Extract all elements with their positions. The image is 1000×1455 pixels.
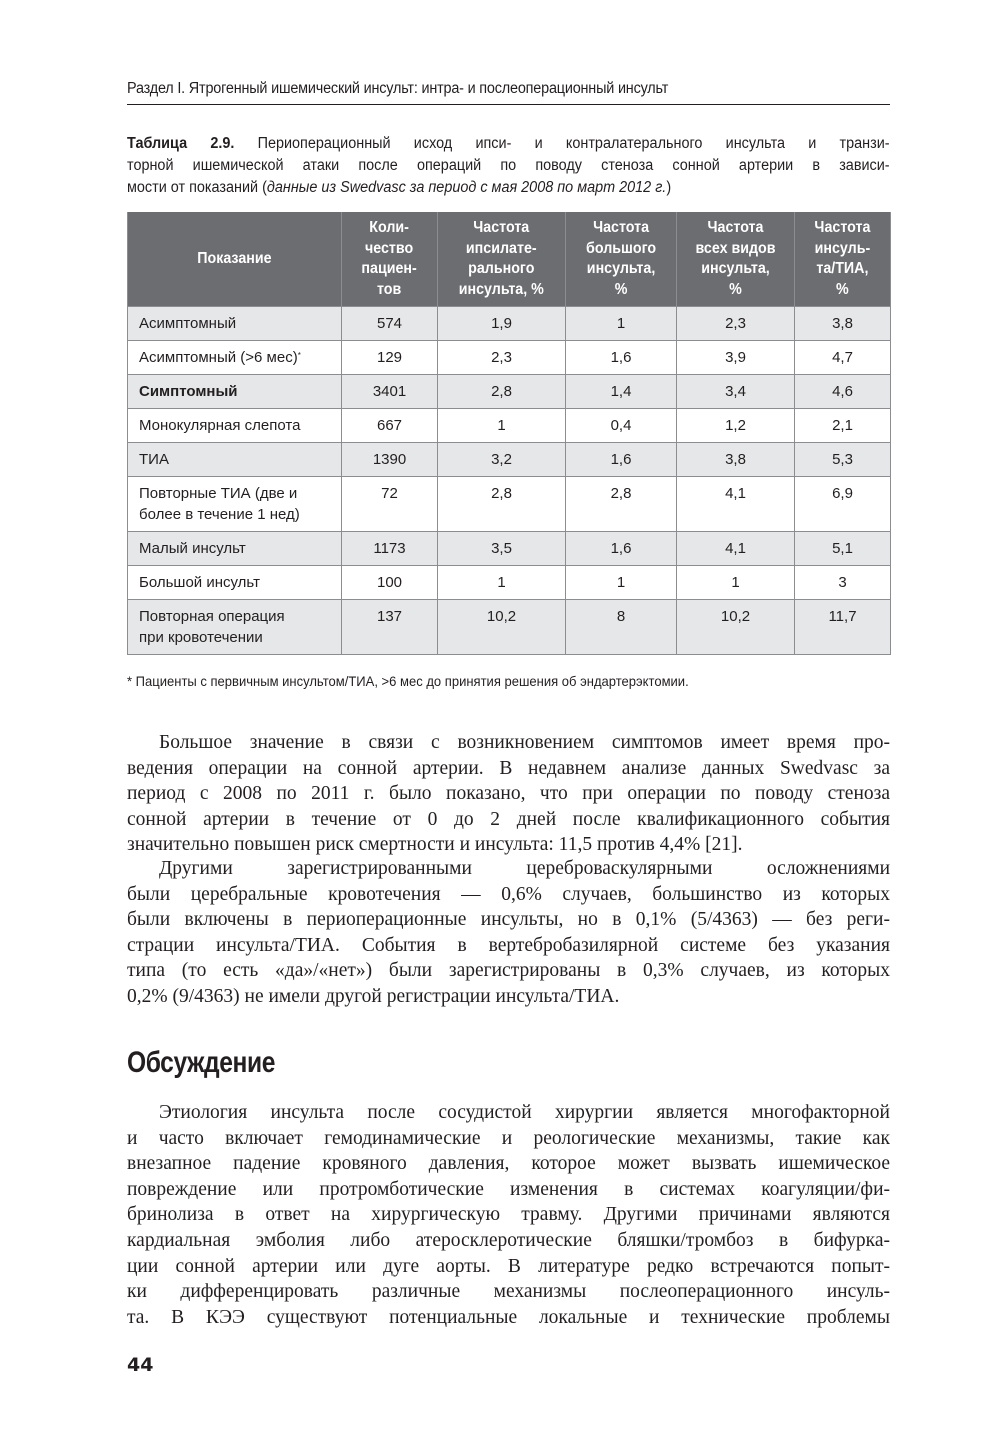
row-label-text: Повторные ТИА (две и <box>139 485 298 502</box>
column-header <box>795 212 891 307</box>
paragraph-line: и часто включает гемодинамические и реологические механизмы, такие как <box>127 1127 890 1149</box>
table-body <box>128 307 891 655</box>
table-cell: 6,9 <box>795 477 891 532</box>
footnote-marker: * <box>297 351 301 360</box>
caption-line: Таблица 2.9. Периоперационный исход ипси- и контралатерального инсульта и транзи- <box>127 135 890 152</box>
column-header-text: инсульта, <box>701 260 770 277</box>
section-title: Обсуждение <box>127 1046 275 1079</box>
table-cell: 1,9 <box>438 307 566 341</box>
column-header-text: Показание <box>197 249 272 267</box>
table-cell: 3 <box>795 566 891 600</box>
table-cell: 5,1 <box>795 532 891 566</box>
table-cell: 11,7 <box>795 600 891 655</box>
row-label <box>128 409 342 443</box>
paragraph-line: Этиология инсульта после сосудистой хирургии является многофакторной <box>159 1102 890 1123</box>
table-cell: 72 <box>342 477 438 532</box>
column-header-text: инсульта, <box>586 260 656 277</box>
table-cell: 129 <box>342 341 438 375</box>
row-label <box>128 307 342 341</box>
column-header-text: Частота <box>593 219 649 236</box>
column-header <box>128 212 342 307</box>
table-cell: 1 <box>438 566 566 600</box>
column-header-text: рального <box>468 260 535 277</box>
row-label <box>128 375 342 409</box>
table-cell: 1 <box>677 566 795 600</box>
table-row <box>128 341 891 375</box>
table-footnote: * Пациенты с первичным инсультом/ТИА, >6 мес до принятия решения об эндартерэктомии. <box>127 673 689 689</box>
table-cell: 2,8 <box>438 375 566 409</box>
column-header <box>438 212 566 307</box>
paragraph-line: Другими зарегистрированными цереброваскулярными осложнениями <box>159 858 890 879</box>
table-cell: 1 <box>566 307 677 341</box>
table-row <box>128 409 891 443</box>
table-cell: 1,6 <box>566 443 677 477</box>
table-cell: 3,8 <box>677 443 795 477</box>
table-cell: 3,5 <box>438 532 566 566</box>
paragraph-line: повреждение или протромботические изменения в системах коагуляции/фи- <box>127 1178 890 1200</box>
table-cell: 100 <box>342 566 438 600</box>
table-cell: 1,6 <box>566 532 677 566</box>
row-label <box>128 341 342 375</box>
column-header-text: % <box>614 280 628 298</box>
paragraph-line: были церебральные кровотечения — 0,6% случаев, большинство из которых <box>127 883 890 905</box>
column-header-text: Частота <box>473 219 530 236</box>
table-cell: 1173 <box>342 532 438 566</box>
table-cell: 3401 <box>342 375 438 409</box>
paragraph-line: 0,2% (9/4363) не имели другой регистрации инсульта/ТИА. <box>127 985 620 1007</box>
caption-line: мости от показаний (данные из Swedvasc за период с мая 2008 по март 2012 г.) <box>127 179 672 196</box>
row-label-text: Симптомный <box>139 383 238 400</box>
row-label-text: при кровотечении <box>139 629 263 646</box>
table-row <box>128 600 891 655</box>
table-row <box>128 375 891 409</box>
table-header-row <box>128 212 891 307</box>
caption-line: торной ишемической атаки после операций по поводу стеноза сонной артерии в зависи- <box>127 157 890 174</box>
running-head: Раздел I. Ятрогенный ишемический инсульт: интра- и послеоперационный инсульт <box>127 80 669 97</box>
paragraph-line: сонной артерии в течение от 0 до 2 дней после квалификационного события <box>127 808 890 830</box>
column-header-text: большого <box>585 239 657 257</box>
column-header-text: Частота <box>814 219 871 236</box>
row-label-text: более в течение 1 нед) <box>139 506 300 523</box>
row-label <box>128 477 342 532</box>
table-cell: 4,1 <box>677 477 795 532</box>
table-cell: 2,1 <box>795 409 891 443</box>
table-cell: 574 <box>342 307 438 341</box>
paragraph-line: ции сонной артерии или дуге аорты. В литературе редко встречаются попыт- <box>127 1255 890 1277</box>
table-row <box>128 532 891 566</box>
column-header-text: инсуль- <box>814 239 871 257</box>
paragraph-line: период с 2008 по 2011 г. было показано, что при операции по поводу стеноза <box>127 783 890 805</box>
column-header <box>566 212 677 307</box>
paragraph-line: ки дифференцировать различные механизмы послеоперационного инсуль- <box>127 1281 890 1303</box>
column-header-text: тов <box>377 280 402 298</box>
row-label-text: Малый инсульт <box>139 540 246 557</box>
paragraph-timing <box>127 730 890 858</box>
table-cell: 2,3 <box>438 341 566 375</box>
table-cell: 1 <box>438 409 566 443</box>
paragraph-line: страции инсульта/ТИА. События в вертебробазилярной системе без указания <box>127 934 890 956</box>
column-header <box>677 212 795 307</box>
table-cell: 10,2 <box>438 600 566 655</box>
table-caption <box>127 133 890 199</box>
paragraph-line: Большое значение в связи с возникновением симптомов имеет время про- <box>159 732 890 753</box>
table-row <box>128 477 891 532</box>
caption-source: данные из Swedvasc за период с мая 2008 по март 2012 г. <box>266 179 667 196</box>
outcomes-table <box>127 212 891 655</box>
column-header-text: Коли- <box>369 219 410 236</box>
table-cell: 1,6 <box>566 341 677 375</box>
row-label-text: ТИА <box>139 451 169 468</box>
table-cell: 3,4 <box>677 375 795 409</box>
table-cell: 2,3 <box>677 307 795 341</box>
row-label <box>128 566 342 600</box>
column-header-text: % <box>836 280 849 298</box>
table-cell: 1,2 <box>677 409 795 443</box>
table-row <box>128 443 891 477</box>
table-row <box>128 307 891 341</box>
column-header-text: всех видов <box>695 239 776 257</box>
row-label-text: Монокулярная слепота <box>139 417 301 434</box>
table-cell: 1,4 <box>566 375 677 409</box>
table-cell: 4,1 <box>677 532 795 566</box>
row-label <box>128 443 342 477</box>
table-cell: 3,8 <box>795 307 891 341</box>
row-label-text: Асимптомный (>6 мес)* <box>139 349 301 366</box>
column-header-text: инсульта, % <box>458 280 545 298</box>
paragraph-line: кардиальная эмболия либо атеросклеротические бляшки/тромбоз в бифурка- <box>127 1229 890 1251</box>
column-header <box>342 212 438 307</box>
paragraph-line: были включены в периоперационные инсульты, но в 0,1% (5/4363) — без реги- <box>127 909 890 931</box>
column-header-text: та/ТИА, <box>816 260 869 277</box>
paragraph-line: значительно повышен риск смертности и инсульта: 11,5 против 4,4% [21]. <box>127 834 743 856</box>
table-cell: 8 <box>566 600 677 655</box>
table-cell: 4,7 <box>795 341 891 375</box>
column-header-text: ипсилате- <box>466 239 537 257</box>
table-row <box>128 566 891 600</box>
row-label-text: Асимптомный <box>139 315 237 332</box>
column-header-text: Частота <box>707 219 764 236</box>
paragraph-complications <box>127 856 890 1010</box>
paragraph-line: типа (то есть «да»/«нет») были зарегистрированы в 0,3% случаев, из которых <box>127 960 890 982</box>
table-cell: 1390 <box>342 443 438 477</box>
column-header-text: % <box>729 280 742 298</box>
table-cell: 4,6 <box>795 375 891 409</box>
page-number: 44 <box>127 1354 154 1376</box>
row-label-text: Большой инсульт <box>139 574 260 591</box>
paragraph-line: бринолиза в ответ на хирургическую травму. Другими причинами являются <box>127 1204 890 1226</box>
column-header-text: чество <box>365 239 414 257</box>
table-cell: 3,9 <box>677 341 795 375</box>
row-label <box>128 532 342 566</box>
column-header-text: пациен- <box>361 260 418 277</box>
paragraph-line: внезапное падение кровяного давления, которое может вызвать ишемическое <box>127 1153 890 1175</box>
paragraph-line: та. В КЭЭ существуют потенциальные локальные и технические проблемы <box>127 1306 890 1328</box>
table-cell: 667 <box>342 409 438 443</box>
row-label-text: Повторная операция <box>139 608 285 625</box>
caption-label: Таблица 2.9. <box>127 135 235 152</box>
table-cell: 137 <box>342 600 438 655</box>
table-cell: 1 <box>566 566 677 600</box>
table-cell: 10,2 <box>677 600 795 655</box>
table-cell: 0,4 <box>566 409 677 443</box>
paragraph-line: ведения операции на сонной артерии. В недавнем анализе данных Swedvasc за <box>127 757 890 779</box>
table-cell: 2,8 <box>438 477 566 532</box>
table-cell: 2,8 <box>566 477 677 532</box>
header-divider <box>127 104 890 105</box>
paragraph-etiology <box>127 1100 890 1330</box>
table-cell: 5,3 <box>795 443 891 477</box>
table-cell: 3,2 <box>438 443 566 477</box>
row-label <box>128 600 342 655</box>
